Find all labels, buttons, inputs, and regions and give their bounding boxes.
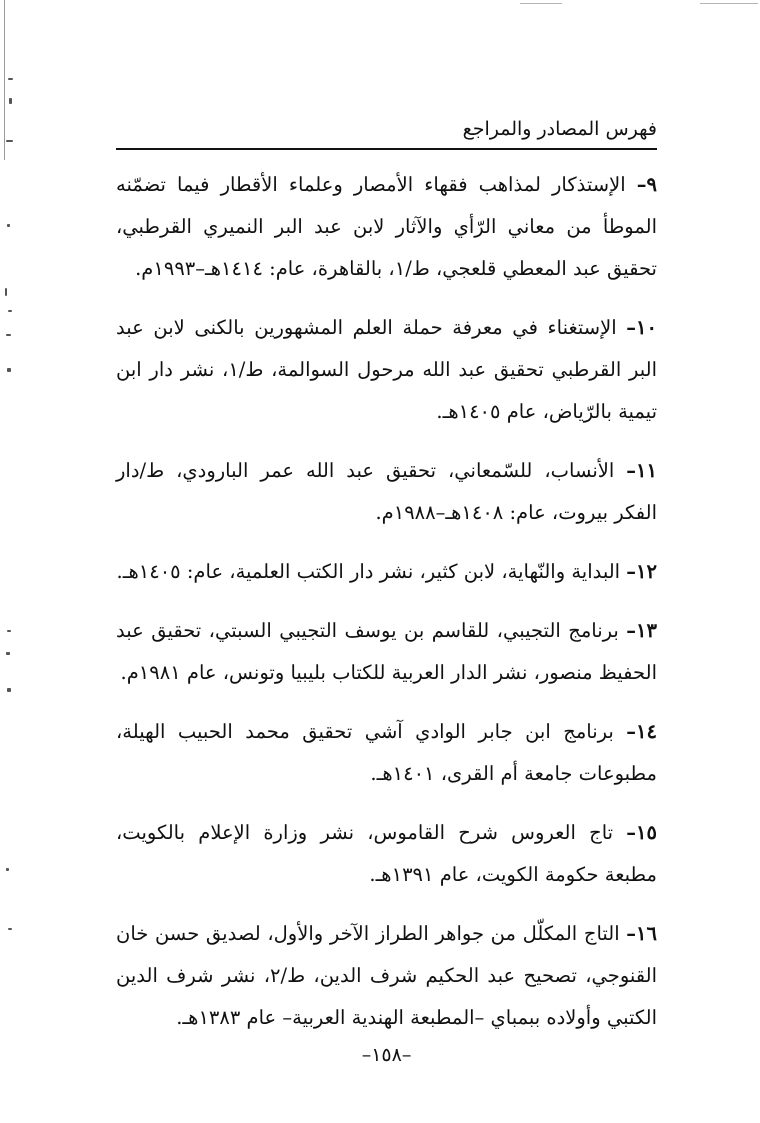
scan-mark: [7, 630, 11, 632]
entry-number: ١٣–: [626, 619, 657, 642]
bibliography-entry: [116, 450, 657, 534]
document-page: [116, 0, 657, 1123]
entry-number: ١٤–: [626, 720, 657, 743]
entry-number: ١١–: [626, 459, 657, 482]
entry-text: برنامج ابن جابر الوادي آشي تحقيق محمد الحبيب الهيلة، مطبوعات جامعة أم القرى، ١٤٠١هـ.: [116, 720, 657, 785]
scan-mark: [6, 652, 10, 655]
scan-mark: [8, 310, 12, 312]
scan-mark: [8, 928, 12, 930]
scan-mark: [7, 224, 10, 227]
scan-mark: [6, 140, 13, 142]
bibliography-entry: [116, 812, 657, 896]
scan-top-rule: [700, 3, 758, 4]
entry-text: برنامج التجيبي، للقاسم بن يوسف التجيبي السبتي، تحقيق عبد الحفيظ منصور، نشر الدار العربية للكتاب بليبيا وتونس، عام ١٩٨١م.: [116, 619, 657, 684]
bibliography-entry: [116, 913, 657, 1039]
scan-mark: [5, 288, 7, 296]
scan-mark: [6, 868, 9, 871]
scan-mark: [7, 688, 11, 692]
entry-number: ١٦–: [626, 922, 657, 945]
bibliography-entry: [116, 551, 657, 593]
scan-mark: [6, 334, 11, 336]
bibliography-entry: [116, 307, 657, 433]
entry-number: ١٢–: [626, 560, 657, 583]
bibliography-entry: [116, 164, 657, 290]
bibliography-entry: [116, 711, 657, 795]
entry-number: ٩–: [636, 173, 658, 196]
entry-text: تاج العروس شرح القاموس، نشر وزارة الإعلام بالكويت، مطبعة حكومة الكويت، عام ١٣٩١هـ.: [116, 821, 657, 886]
bibliography-entry: [116, 610, 657, 694]
bibliography-list: [116, 164, 657, 1056]
running-header: فهرس المصادر والمراجع: [462, 118, 657, 140]
entry-number: ١٥–: [626, 821, 657, 844]
scan-mark: [9, 98, 12, 104]
header-rule: [116, 148, 657, 150]
entry-text: البداية والنّهاية، لابن كثير، نشر دار الكتب العلمية، عام: ١٤٠٥هـ.: [116, 560, 621, 583]
scan-mark: [7, 368, 11, 372]
entry-text: التاج المكلّل من جواهر الطراز الآخر والأول، لصديق حسن خان القنوجي، تصحيح عبد الحكيم شرف الدين، ط/٢، نشر شرف الدين الكتبي وأولاده ببمباي –المطبعة الهندية العربية– عام ١٣٨٣هـ.: [116, 922, 657, 1029]
scan-edge-line: [4, 0, 5, 160]
page-number: –١٥٨–: [361, 1044, 412, 1066]
scan-mark: [8, 78, 13, 80]
entry-text: الأنساب، للسّمعاني، تحقيق عبد الله عمر البارودي، ط/دار الفكر بيروت، عام: ١٤٠٨هـ–١٩٨٨م.: [116, 459, 657, 524]
entry-text: الإستغناء في معرفة حملة العلم المشهورين بالكنى لابن عبد البر القرطبي تحقيق عبد الله مرحول السوالمة، ط/١، نشر دار ابن تيمية بالرّياض، عام ١٤٠٥هـ.: [116, 316, 657, 423]
entry-number: ١٠–: [626, 316, 657, 339]
entry-text: الإستذكار لمذاهب فقهاء الأمصار وعلماء الأقطار فيما تضمّنه الموطأ من معاني الرّأي والآثار لابن عبد البر النميري القرطبي، تحقيق عبد المعطي قلعجي، ط/١، بالقاهرة، عام: ١٤١٤هـ–١٩٩٣م.: [116, 173, 657, 280]
